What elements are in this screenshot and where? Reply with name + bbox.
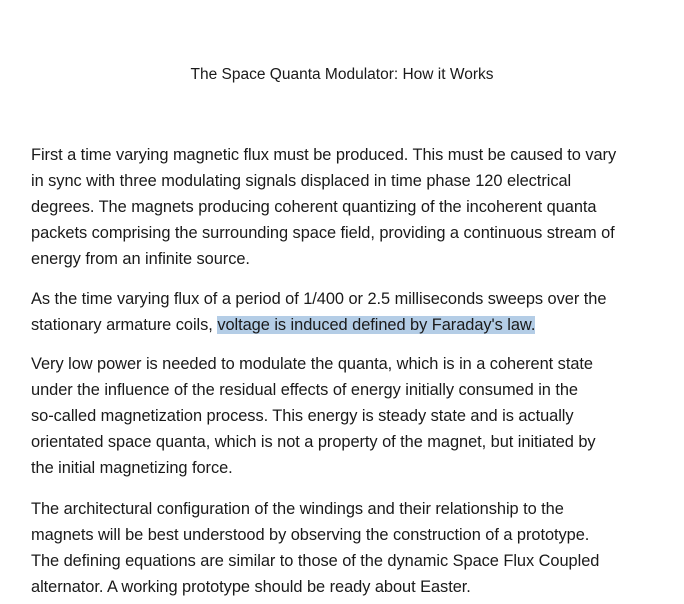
paragraph-2-line-2-text: stationary armature coils, [31, 316, 218, 334]
paragraph-1 [31, 142, 661, 272]
paragraph-3-line-2: under the influence of the residual effects of energy initially consumed in the [31, 381, 578, 399]
paragraph-4-line-2: magnets will be best understood by observing the construction of a prototype. [31, 526, 590, 544]
document-title: The Space Quanta Modulator: How it Works [190, 66, 494, 83]
paragraph-2-line-1: As the time varying flux of a period of 1/400 or 2.5 milliseconds sweeps over the [31, 290, 607, 308]
paragraph-4-line-4: alternator. A working prototype should be ready about Easter. [31, 578, 471, 596]
paragraph-1-line-2: in sync with three modulating signals displaced in time phase 120 electrical [31, 172, 572, 190]
paragraph-3-line-3: so-called magnetization process. This energy is steady state and is actually [31, 407, 574, 425]
paragraph-3-line-4: orientated space quanta, which is not a property of the magnet, but initiated by [31, 433, 596, 451]
paragraph-1-line-5: energy from an infinite source. [31, 250, 250, 268]
paragraph-3 [31, 351, 661, 481]
selected-text-highlight[interactable]: voltage is induced defined by Faraday's law. [217, 316, 536, 334]
paragraph-3-line-5: the initial magnetizing force. [31, 459, 233, 477]
paragraph-1-line-4: packets comprising the surrounding space field, providing a continuous stream of [31, 224, 615, 242]
paragraph-4 [31, 496, 661, 600]
paragraph-4-line-1: The architectural configuration of the windings and their relationship to the [31, 500, 564, 518]
paragraph-1-line-3: degrees. The magnets producing coherent quantizing of the incoherent quanta [31, 198, 597, 216]
paragraph-3-line-1: Very low power is needed to modulate the quanta, which is in a coherent state [31, 355, 593, 373]
paragraph-2 [31, 286, 661, 338]
paragraph-2-line-2 [31, 312, 661, 338]
paragraph-4-line-3: The defining equations are similar to those of the dynamic Space Flux Coupled [31, 552, 600, 570]
paragraph-1-line-1: First a time varying magnetic flux must be produced. This must be caused to vary [31, 146, 617, 164]
